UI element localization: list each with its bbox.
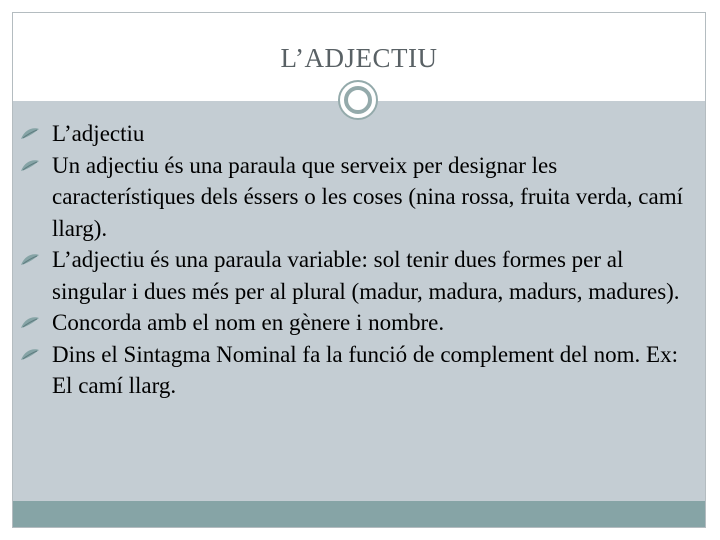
bullet-text: Un adjectiu és una paraula que serveix per designar les característiques dels éssers o les coses (nina rossa, fruita verda, camí llarg). <box>52 152 683 241</box>
divider-line-left <box>13 99 343 101</box>
bullet-text: L’adjectiu és una paraula variable: sol tenir dues formes per al singular i dues més per al plural (madur, madura, madurs, madures). <box>52 247 680 304</box>
ring-inner <box>344 86 372 114</box>
bullet-item <box>38 307 688 339</box>
leaf-bullet-icon <box>20 159 40 173</box>
bullet-text: Dins el Sintagma Nominal fa la funció de complement del nom. Ex: El camí llarg. <box>52 341 678 398</box>
leaf-bullet-icon <box>20 253 40 267</box>
leaf-bullet-icon <box>20 127 40 141</box>
bullet-text: Concorda amb el nom en gènere i nombre. <box>52 310 445 335</box>
bullet-text: L’adjectiu <box>52 121 145 146</box>
slide-title: L’ADJECTIU <box>280 43 438 73</box>
bullet-item <box>38 118 688 150</box>
bottom-band <box>13 501 705 527</box>
leaf-bullet-icon <box>20 348 40 362</box>
bullet-item <box>38 244 688 307</box>
bullet-list <box>38 118 688 402</box>
leaf-bullet-icon <box>20 316 40 330</box>
bullet-item <box>38 339 688 402</box>
ring-icon <box>338 80 378 120</box>
bullet-item <box>38 150 688 245</box>
divider-line-right <box>380 99 526 101</box>
